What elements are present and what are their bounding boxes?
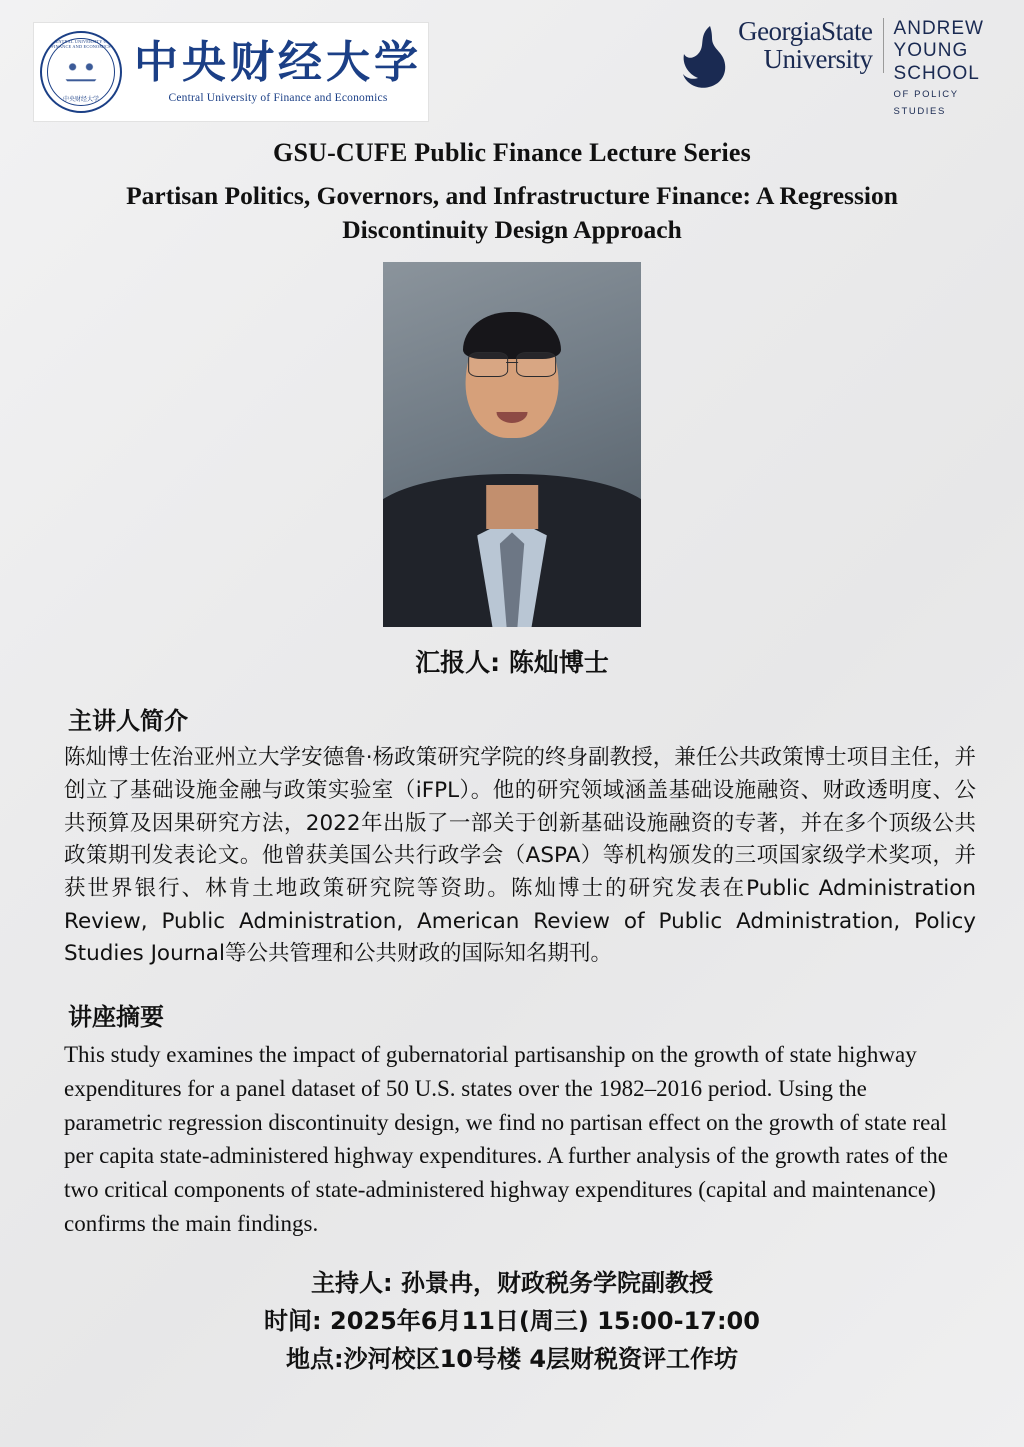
cufe-english-name: Central University of Finance and Economics xyxy=(168,91,388,104)
ays-sub2: STUDIES xyxy=(893,105,946,117)
abstract-heading: 讲座摘要 xyxy=(68,1003,164,1032)
glasses-icon xyxy=(468,352,556,376)
footer-time: 时间: 2025年6月11日(周三) 15:00-17:00 xyxy=(264,1306,760,1335)
ays-sub1: OF POLICY xyxy=(893,89,959,101)
gsu-wordmark xyxy=(738,18,883,73)
poster-header xyxy=(0,0,1024,128)
ays-line2: YOUNG xyxy=(893,40,969,62)
gsu-flame-icon xyxy=(676,24,730,90)
poster-footer xyxy=(0,1265,1024,1377)
abstract-text: This study examines the impact of gubernatorial partisanship on the growth of state highway expenditures for a panel dataset of 50 U.S. states over the 1982–2016 period. Using the parametric regression discontinuity design, we find no partisan effect on the growth of state real per capita state-administered highway expenditures. A further analysis of the growth rates of the two critical components of state-administered highway expenditures (capital and maintenance) confirms the main findings. xyxy=(64,1042,948,1236)
gsu-logo xyxy=(676,18,984,119)
cufe-logo-text xyxy=(134,36,422,104)
series-title: GSU-CUFE Public Finance Lecture Series xyxy=(273,138,751,167)
ays-line3: SCHOOL xyxy=(893,62,980,84)
cufe-seal-icon xyxy=(40,31,122,113)
cufe-logo xyxy=(33,22,429,122)
speaker-photo xyxy=(383,262,641,627)
talk-title: Partisan Politics, Governors, and Infrastructure Finance: A Regression Discontinuity Design Approach xyxy=(126,181,898,244)
footer-location: 地点:沙河校区10号楼 4层财税资评工作坊 xyxy=(285,1344,739,1373)
ays-line1: ANDREW xyxy=(893,18,984,39)
bio-text: 陈灿博士佐治亚州立大学安德鲁·杨政策研究学院的终身副教授，兼任公共政策博士项目主任，并创立了基础设施金融与政策实验室（iFPL）。他的研究领域涵盖基础设施融资、财政透明度、公共预算及因果研究方法，2022年出版了一部关于创新基础设施融资的专著，并在多个顶级公共政策期刊发表论文。他曾获美国公共行政学会（ASPA）等机构颁发的三项国家级学术奖项，并获世界银行、林肯土地政策研究院等资助。陈灿博士的研究发表在Public Administration Review, Public Administration, American Review of Public Administration, Policy Studies Journal等公共管理和公共财政的国际知名期刊。 xyxy=(64,745,976,967)
gsu-name-line1: GeorgiaState xyxy=(738,16,873,46)
cufe-chinese-name: 中央财经大学 xyxy=(134,36,422,88)
portrait-image xyxy=(383,262,641,627)
ays-wordmark xyxy=(884,18,984,119)
bio-heading: 主讲人简介 xyxy=(68,707,188,736)
cufe-seal-bottom-text: 中央财经大学 xyxy=(62,97,99,103)
footer-host: 主持人: 孙景冉，财政税务学院副教授 xyxy=(311,1268,713,1297)
gsu-name-line2: University xyxy=(763,43,873,74)
cufe-seal-top-text: CENTRAL UNIVERSITY OF FINANCE AND ECONOMICS xyxy=(51,39,111,49)
speaker-name-line: 汇报人: 陈灿博士 xyxy=(415,648,609,678)
